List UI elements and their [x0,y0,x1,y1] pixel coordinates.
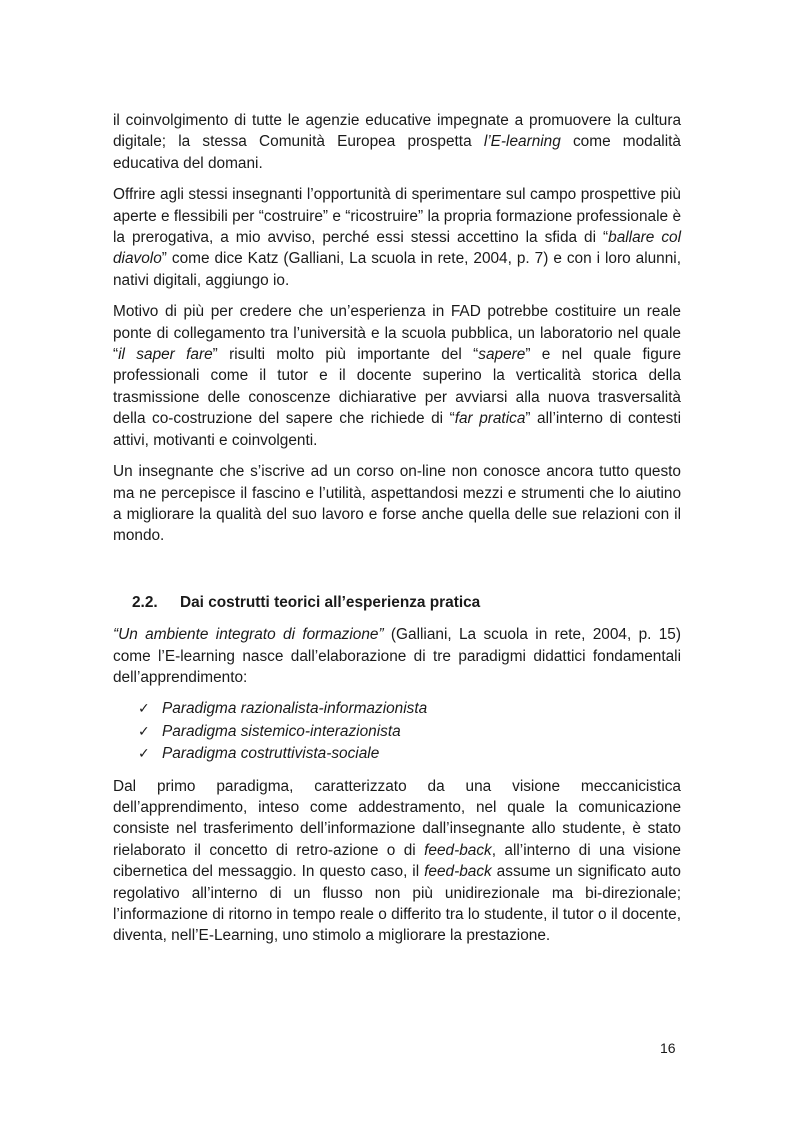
list-item-label: Paradigma costruttivista-sociale [162,745,380,763]
paragraph-6 [113,776,681,947]
italic-text: far pratica [454,410,526,428]
list-item-label: Paradigma sistemico-interazionista [162,722,401,740]
paragraph-5 [113,624,681,688]
italic-text: l’E-learning [483,133,561,151]
page-number: 16 [660,1040,676,1056]
list-item [138,698,681,720]
paragraph-1 [113,110,681,174]
italic-text: feed-back [424,863,492,881]
text-run: , all’interno di una visione cibernetica del messaggio. In questo caso, il [113,841,681,881]
checkmark-icon: ✓ [138,746,150,763]
checkmark-icon: ✓ [138,701,150,718]
paragraph-2 [113,184,681,291]
text-run: ” come dice Katz (Galliani, La scuola in rete, 2004, p. 7) e con i loro alunni, nativi digitali, aggiungo io. [113,250,681,289]
list-item-label: Paradigma razionalista-informazionista [162,700,428,718]
list-item [138,721,681,743]
italic-text: il saper fare [118,346,213,364]
italic-text: ballare col diavolo [113,229,681,268]
paragraph-4: Un insegnante che s’iscrive ad un corso on-line non conosce ancora tutto questo ma ne percepisce il fascino e l’utilità, aspettandosi mezzi e strumenti che lo aiutino a migliorare la qualità del suo lavoro e forse anche quella delle sue relazioni con il mondo. [113,463,681,545]
checkmark-icon: ✓ [138,723,150,740]
section-title: Dai costrutti teorici all’esperienza pratica [180,593,481,611]
text-run: Dal primo paradigma, caratterizzato da una visione meccanicistica dell’apprendimento, inteso come addestramento, nel quale la comunicazione consiste nel trasferimento dell’informazione dall’insegnante allo studente, è stato rielaborato il concetto di retro-azione o di [113,777,681,859]
list-item [138,743,681,765]
italic-text: “Un ambiente integrato di formazione” [113,626,384,644]
text-run: Offrire agli stessi insegnanti l’opportunità di sperimentare sul campo prospettive più aperte e flessibili per “costruire” e “ricostruire” la propria formazione professionale è la prerogativa, a mio avviso, perché essi stessi accettino la sfida di “ [113,186,681,247]
text-run: il coinvolgimento di tutte le agenzie educative impegnate a promuovere la cultura digitale; la stessa Comunità Europea prospetta [113,112,681,151]
text-run: ” risulti molto più importante del “ [212,346,479,364]
text-run: ” all’interno di contesti attivi, motivanti e coinvolgenti. [113,410,681,449]
section-heading [132,592,681,613]
text-run: Motivo di più per credere che un’esperienza in FAD potrebbe costituire un reale ponte di collegamento tra l’università e la scuola pubblica, un laboratorio nel quale “ [113,303,681,364]
text-run: assume un significato auto regolativo all’interno di un flusso non più unidirezionale ma bi-direzionale; l’informazione di ritorno in tempo reale o differito tra lo studente, il tutor o il docente, diventa, nell’E-Learning, uno stimolo a migliorare la prestazione. [113,863,681,945]
text-run: come modalità educativa del domani. [113,133,681,172]
document-page [113,110,681,957]
italic-text: sapere [478,346,526,364]
paragraph-3 [113,301,681,451]
text-run: ” e nel quale figure professionali come il tutor e il docente superino la verticalità storica della trasmissione delle conoscenze dichiarative per avviarsi alla nuova trasversalità della co-costruzione del sapere che richiede di “ [113,346,682,428]
checklist [113,698,681,765]
text-run: (Galliani, La scuola in rete, 2004, p. 15) come l’E-learning nasce dall’elaborazione di tre paradigmi didattici fondamentali dell’apprendimento: [113,626,681,686]
section-number: 2.2. [132,593,158,611]
italic-text: feed-back [424,841,492,859]
